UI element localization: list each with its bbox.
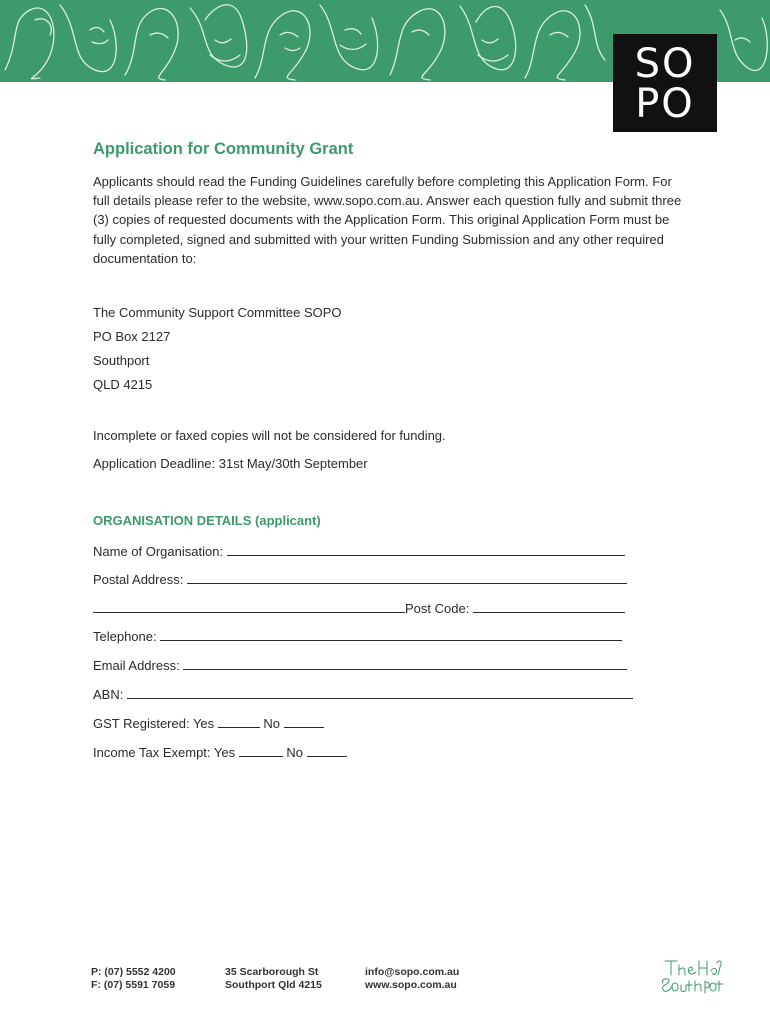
incomplete-notice: Incomplete or faxed copies will not be considered for funding.: [93, 428, 446, 443]
abn-row: [93, 687, 633, 702]
postal-address-second-row: [93, 601, 625, 616]
gst-row: [93, 716, 324, 731]
telephone-label: Telephone:: [93, 629, 157, 644]
telephone-field[interactable]: [160, 629, 622, 641]
footer-street: 35 Scarborough St: [225, 966, 319, 978]
postal-address-field[interactable]: [187, 572, 627, 584]
footer-suburb: Southport Qld 4215: [225, 979, 322, 991]
heart-of-southport-signature: [655, 955, 725, 995]
organisation-name-label: Name of Organisation:: [93, 544, 224, 559]
footer-contact-online: [365, 966, 459, 992]
footer-email[interactable]: info@sopo.com.au: [365, 966, 460, 978]
footer-website[interactable]: www.sopo.com.au: [365, 979, 457, 991]
postal-address-row: [93, 572, 627, 587]
gst-no-label: No: [263, 716, 281, 731]
email-field[interactable]: [183, 658, 627, 670]
organisation-name-field[interactable]: [227, 544, 625, 556]
footer-fax: F: (07) 5591 7059: [91, 979, 176, 991]
application-deadline: Application Deadline: 31st May/30th September: [93, 456, 368, 471]
abn-label: ABN:: [93, 687, 124, 702]
sopo-logo: [613, 34, 717, 132]
intro-paragraph: Applicants should read the Funding Guidelines carefully before completing this Application Form. For full details please refer to the website, www.sopo.com.au. Answer each question fully and submit three (3) copies of requested documents with the Application Form. This original Application Form must be fully completed, signed and submitted with your written Funding Submission and any other required documentation to:: [93, 174, 682, 266]
address-line-suburb: Southport: [93, 353, 150, 368]
email-label: Email Address:: [93, 658, 180, 673]
footer-phone: P: (07) 5552 4200: [91, 966, 176, 978]
email-row: [93, 658, 627, 673]
abn-field[interactable]: [127, 687, 633, 699]
gst-no-field[interactable]: [284, 716, 324, 728]
income-tax-row: [93, 745, 347, 760]
organisation-section-heading: ORGANISATION DETAILS (applicant): [93, 513, 321, 528]
footer-contact-phone: [91, 966, 176, 992]
tax-yes-label: Income Tax Exempt: Yes: [93, 745, 236, 760]
logo-text-top: SO: [634, 41, 696, 87]
telephone-row: [93, 629, 622, 644]
postal-address-line2-field[interactable]: [93, 601, 405, 613]
page-title: Application for Community Grant: [93, 140, 354, 158]
organisation-name-row: [93, 544, 625, 559]
address-line-state: QLD 4215: [93, 377, 153, 392]
gst-yes-field[interactable]: [218, 716, 260, 728]
footer-contact-address: [225, 966, 322, 992]
address-line-po-box: PO Box 2127: [93, 329, 171, 344]
gst-yes-label: GST Registered: Yes: [93, 716, 215, 731]
postal-address-label: Postal Address:: [93, 572, 184, 587]
tax-yes-field[interactable]: [239, 745, 283, 757]
post-code-field[interactable]: [473, 601, 625, 613]
tax-no-label: No: [286, 745, 303, 760]
address-line-committee: The Community Support Committee SOPO: [93, 305, 342, 320]
logo-text-bottom: PO: [635, 81, 695, 127]
tax-no-field[interactable]: [307, 745, 347, 757]
post-code-label: Post Code:: [405, 601, 470, 616]
